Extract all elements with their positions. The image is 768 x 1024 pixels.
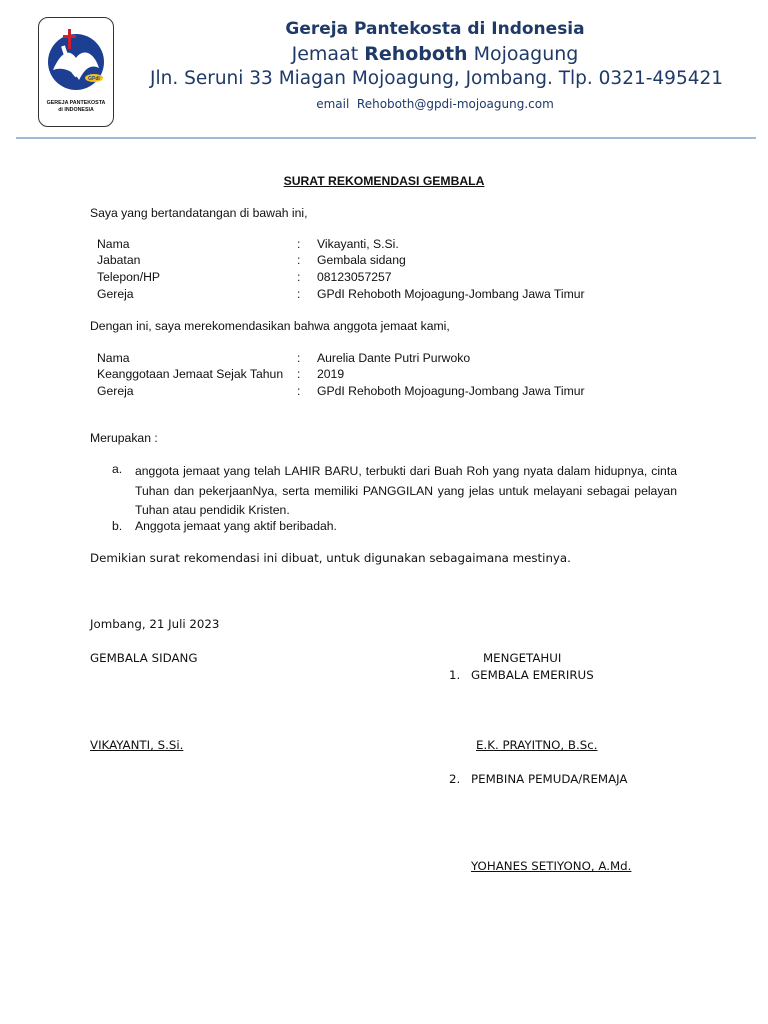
point-b-marker: b. bbox=[112, 519, 123, 533]
closing-text: Demikian surat rekomendasi ini dibuat, untuk digunakan sebagaimana mestinya. bbox=[90, 551, 571, 565]
signer-position-label: Jabatan bbox=[97, 253, 141, 267]
header-divider bbox=[16, 137, 756, 139]
signer-name-label: Nama bbox=[97, 237, 130, 251]
letter-title: SURAT REKOMENDASI GEMBALA bbox=[283, 174, 485, 188]
item2-number: 2. bbox=[449, 772, 461, 786]
email-line bbox=[150, 97, 720, 111]
acknowledged-title: MENGETAHUI bbox=[483, 651, 562, 665]
congregation-suffix: Mojoagung bbox=[467, 43, 579, 65]
left-signer-name: VIKAYANTI, S.Si. bbox=[90, 738, 184, 752]
item2-role: PEMBINA PEMUDA/REMAJA bbox=[471, 772, 628, 786]
signer-name-value: Vikayanti, S.Si. bbox=[317, 237, 399, 251]
item2-name: YOHANES SETIYONO, A.Md. bbox=[471, 859, 632, 873]
member-since-label: Keanggotaan Jemaat Sejak Tahun bbox=[97, 367, 284, 381]
member-since-sep: : bbox=[297, 367, 301, 381]
signer-church-sep: : bbox=[297, 287, 301, 301]
signer-phone-value: 08123057257 bbox=[317, 270, 392, 284]
signer-phone-sep: : bbox=[297, 270, 301, 284]
dove-cross-logo-icon bbox=[39, 18, 113, 126]
address-line: Jln. Seruni 33 Miagan Mojoagung, Jombang. Tlp. 0321-495421 bbox=[150, 68, 724, 89]
member-name-value: Aurelia Dante Putri Purwoko bbox=[317, 351, 471, 365]
point-b-text: Anggota jemaat yang aktif beribadah. bbox=[135, 519, 337, 533]
left-signer-title: GEMBALA SIDANG bbox=[90, 651, 198, 665]
member-church-value: GPdI Rehoboth Mojoagung-Jombang Jawa Timur bbox=[317, 384, 585, 398]
signer-church-value: GPdI Rehoboth Mojoagung-Jombang Jawa Timur bbox=[317, 287, 585, 301]
svg-text:GEREJA PANTEKOSTA: GEREJA PANTEKOSTA bbox=[46, 100, 106, 106]
congregation-line bbox=[150, 43, 720, 65]
org-name: Gereja Pantekosta di Indonesia bbox=[285, 19, 585, 39]
point-a-text: anggota jemaat yang telah LAHIR BARU, terbukti dari Buah Roh yang nyata dalam hidupnya, cinta Tuhan dan pekerjaanNya, serta memiliki PANGGILAN yang jelas untuk melayani sebagai pelayan Tuhan atau pendidik Kristen. bbox=[135, 464, 677, 517]
merupakan-label: Merupakan : bbox=[90, 431, 158, 445]
member-name-label: Nama bbox=[97, 351, 130, 365]
signer-position-sep: : bbox=[297, 253, 301, 267]
member-since-value: 2019 bbox=[317, 367, 345, 381]
point-a-marker: a. bbox=[112, 462, 123, 476]
intro-text: Saya yang bertandatangan di bawah ini, bbox=[90, 206, 308, 220]
item1-number: 1. bbox=[449, 668, 461, 682]
member-name-sep: : bbox=[297, 351, 301, 365]
signer-phone-label: Telepon/HP bbox=[97, 270, 161, 284]
signer-church-label: Gereja bbox=[97, 287, 134, 301]
recommend-intro: Dengan ini, saya merekomendasikan bahwa anggota jemaat kami, bbox=[90, 319, 450, 333]
member-church-label: Gereja bbox=[97, 384, 134, 398]
signer-position-value: Gembala sidang bbox=[317, 253, 406, 267]
item1-name: E.K. PRAYITNO, B.Sc. bbox=[476, 738, 598, 752]
member-church-sep: : bbox=[297, 384, 301, 398]
email-address: Rehoboth@gpdi-mojoagung.com bbox=[356, 97, 554, 111]
email-label: email bbox=[316, 97, 350, 111]
svg-text:di INDONESIA: di INDONESIA bbox=[58, 107, 94, 113]
congregation-prefix: Jemaat bbox=[291, 43, 365, 65]
church-logo bbox=[38, 17, 114, 127]
place-date: Jombang, 21 Juli 2023 bbox=[90, 617, 220, 631]
item1-role: GEMBALA EMERIRUS bbox=[471, 668, 594, 682]
svg-text:GPdI: GPdI bbox=[88, 76, 100, 82]
signer-name-sep: : bbox=[297, 237, 301, 251]
congregation-name: Rehoboth bbox=[364, 43, 468, 65]
